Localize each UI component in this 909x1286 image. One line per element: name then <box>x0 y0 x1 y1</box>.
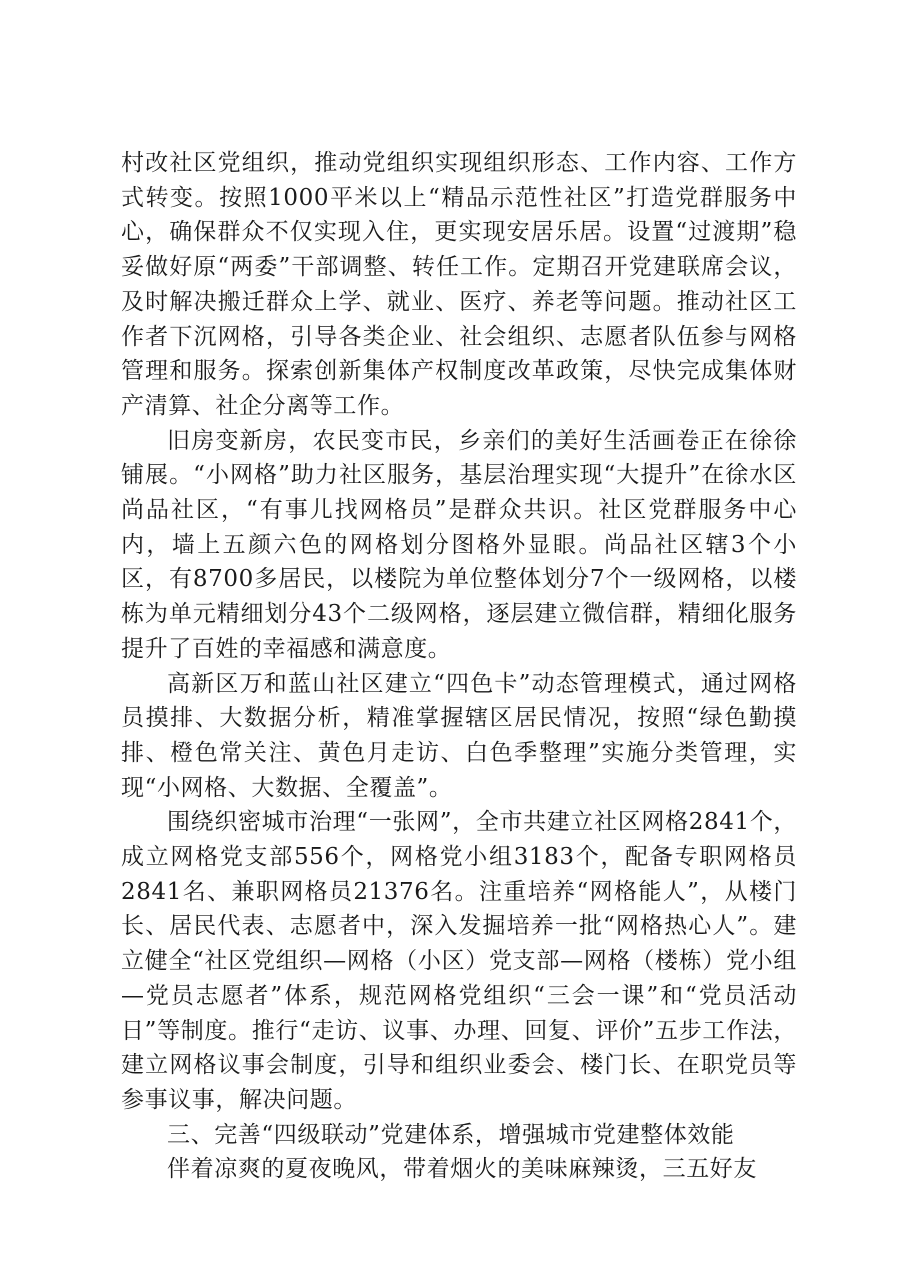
paragraph-1: 村改社区党组织，推动党组织实现组织形态、工作内容、工作方式转变。按照1000平米以上“精品示范性社区”打造党群服务中心，确保群众不仅实现入住，更实现安居乐居。设置“过渡期”稳妥做好原“两委”干部调整、转任工作。定期召开党建联席会议，及时解决搬迁群众上学、就业、医疗、养老等问题。推动社区工作者下沉网格，引导各类企业、社会组织、志愿者队伍参与网格管理和服务。探索创新集体产权制度改革政策，尽快完成集体财产清算、社企分离等工作。 <box>121 150 797 419</box>
paragraph-3: 高新区万和蓝山社区建立“四色卡”动态管理模式，通过网格员摸排、大数据分析，精准掌握辖区居民情况，按照“绿色勤摸排、橙色常关注、黄色月走访、白色季整理”实施分类管理，实现“小网格、大数据、全覆盖”。 <box>121 670 797 801</box>
paragraph-2: 旧房变新房，农民变市民，乡亲们的美好生活画卷正在徐徐铺展。“小网格”助力社区服务，基层治理实现“大提升”在徐水区尚品社区，“有事儿找网格员”是群众共识。社区党群服务中心内，墙上五颜六色的网格划分图格外显眼。尚品社区辖3个小区，有8700多居民，以楼院为单位整体划分7个一级网格，以楼栋为单元精细划分43个二级网格，逐层建立微信群，精细化服务提升了百姓的幸福感和满意度。 <box>121 427 797 662</box>
paragraph-5: 伴着凉爽的夏夜晚风，带着烟火的美味麻辣烫，三五好友 <box>167 1156 757 1183</box>
section-heading: 三、完善“四级联动”党建体系，增强城市党建整体效能 <box>167 1121 735 1148</box>
paragraph-4: 围绕织密城市治理“一张网”，全市共建立社区网格2841个，成立网格党支部556个，网格党小组3183个，配备专职网格员2841名、兼职网格员21376名。注重培养“网格能人”，从楼门长、居民代表、志愿者中，深入发掘培养一批“网格热心人”。建立健全“社区党组织—网格（小区）党支部—网格（楼栋）党小组—党员志愿者”体系，规范网格党组织“三会一课”和“党员活动日”等制度。推行“走访、议事、办理、回复、评价”五步工作法，建立网格议事会制度，引导和组织业委会、楼门长、在职党员等参事议事，解决问题。 <box>121 809 797 1113</box>
document-body <box>121 146 797 1187</box>
